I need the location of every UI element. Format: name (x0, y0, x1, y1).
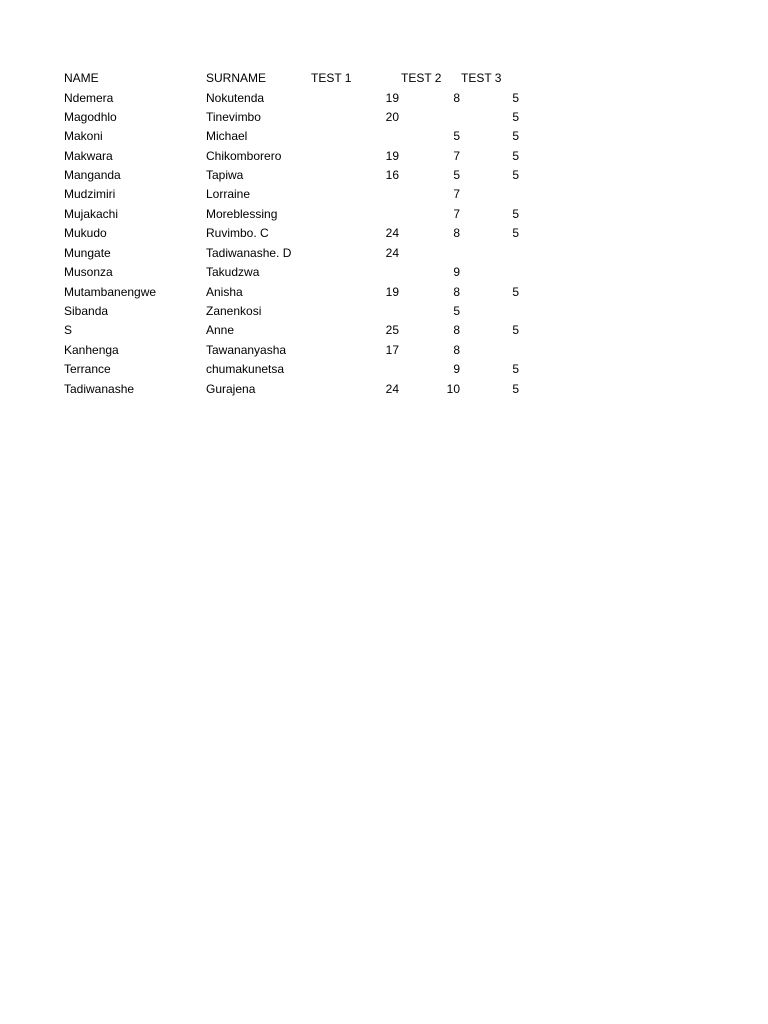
test3-cell: 5 (512, 110, 519, 124)
name-cell: Kanhenga (64, 343, 119, 357)
test1-cell: 20 (385, 110, 399, 124)
surname-cell: Anne (206, 323, 235, 337)
table-row (0, 205, 768, 224)
name-cell: Ndemera (64, 91, 114, 105)
test3-cell (480, 244, 519, 263)
test1-cell: 25 (385, 323, 399, 337)
test3-cell: 5 (512, 207, 519, 221)
name-cell: S (64, 323, 73, 337)
name-cell: Terrance (64, 362, 111, 376)
test3-cell: 5 (512, 129, 519, 143)
test3-cell (480, 341, 519, 360)
header-surname: SURNAME (206, 71, 267, 85)
header-row (0, 69, 768, 88)
surname-cell: Gurajena (206, 382, 256, 396)
surname-cell: chumakunetsa (206, 362, 285, 376)
surname-cell: Lorraine (206, 187, 251, 201)
test2-cell: 5 (453, 304, 460, 318)
table-row (0, 166, 768, 185)
surname-cell: Anisha (206, 285, 243, 299)
test2-cell: 5 (453, 168, 460, 182)
surname-cell: Moreblessing (206, 207, 278, 221)
test1-cell (360, 302, 399, 321)
header-test1: TEST 1 (311, 71, 352, 85)
surname-cell: Zanenkosi (206, 304, 262, 318)
table-row (0, 147, 768, 166)
test3-cell: 5 (512, 149, 519, 163)
name-cell: Mungate (64, 246, 111, 260)
test2-cell: 7 (453, 187, 460, 201)
name-cell: Mudzimiri (64, 187, 116, 201)
test1-cell: 19 (385, 91, 399, 105)
surname-cell: Nokutenda (206, 91, 265, 105)
test2-cell: 5 (453, 129, 460, 143)
test2-cell: 9 (453, 362, 460, 376)
table-row (0, 360, 768, 379)
table-row (0, 108, 768, 127)
name-cell: Makoni (64, 129, 103, 143)
surname-cell: Takudzwa (206, 265, 260, 279)
test3-cell: 5 (512, 285, 519, 299)
test1-cell: 16 (385, 168, 399, 182)
name-cell: Magodhlo (64, 110, 117, 124)
table-row (0, 224, 768, 243)
name-cell: Mukudo (64, 226, 107, 240)
table-row (0, 185, 768, 204)
name-cell: Mujakachi (64, 207, 119, 221)
header-test3: TEST 3 (461, 71, 502, 85)
name-cell: Tadiwanashe (64, 382, 135, 396)
test3-cell (480, 302, 519, 321)
surname-cell: Chikomborero (206, 149, 282, 163)
test2-cell: 8 (453, 343, 460, 357)
surname-cell: Tinevimbo (206, 110, 261, 124)
name-cell: Sibanda (64, 304, 109, 318)
test3-cell: 5 (512, 91, 519, 105)
test2-cell: 8 (453, 323, 460, 337)
table-row (0, 321, 768, 340)
test1-cell: 24 (385, 382, 399, 396)
test2-cell: 7 (453, 207, 460, 221)
name-cell: Makwara (64, 149, 113, 163)
test2-cell: 8 (453, 226, 460, 240)
test1-cell: 17 (385, 343, 399, 357)
surname-cell: Tadiwanashe. D (206, 246, 292, 260)
header-name: NAME (64, 71, 99, 85)
name-cell: Musonza (64, 265, 113, 279)
table-row (0, 263, 768, 282)
surname-cell: Ruvimbo. C (206, 226, 269, 240)
surname-cell: Tapiwa (206, 168, 244, 182)
test3-cell: 5 (512, 323, 519, 337)
test1-cell: 19 (385, 149, 399, 163)
table-row (0, 89, 768, 108)
table-row (0, 283, 768, 302)
table-row (0, 244, 768, 263)
test2-cell: 10 (446, 382, 460, 396)
test1-cell (360, 360, 399, 379)
test2-cell: 7 (453, 149, 460, 163)
test2-cell (420, 108, 460, 127)
table-row (0, 341, 768, 360)
table-row (0, 380, 768, 399)
test3-cell: 5 (512, 226, 519, 240)
table-row (0, 302, 768, 321)
test3-cell: 5 (512, 168, 519, 182)
test2-cell: 8 (453, 285, 460, 299)
test1-cell (360, 127, 399, 146)
surname-cell: Tawananyasha (206, 343, 287, 357)
test3-cell (480, 263, 519, 282)
test2-cell (420, 244, 460, 263)
header-test2: TEST 2 (401, 71, 442, 85)
test3-cell: 5 (512, 382, 519, 396)
surname-cell: Michael (206, 129, 248, 143)
test3-cell: 5 (512, 362, 519, 376)
test1-cell: 24 (385, 226, 399, 240)
test3-cell (480, 185, 519, 204)
test2-cell: 8 (453, 91, 460, 105)
test1-cell (360, 185, 399, 204)
test1-cell (360, 263, 399, 282)
name-cell: Mutambanengwe (64, 285, 157, 299)
test1-cell (360, 205, 399, 224)
test1-cell: 19 (385, 285, 399, 299)
test1-cell: 24 (385, 246, 399, 260)
test2-cell: 9 (453, 265, 460, 279)
table-row (0, 127, 768, 146)
name-cell: Manganda (64, 168, 121, 182)
